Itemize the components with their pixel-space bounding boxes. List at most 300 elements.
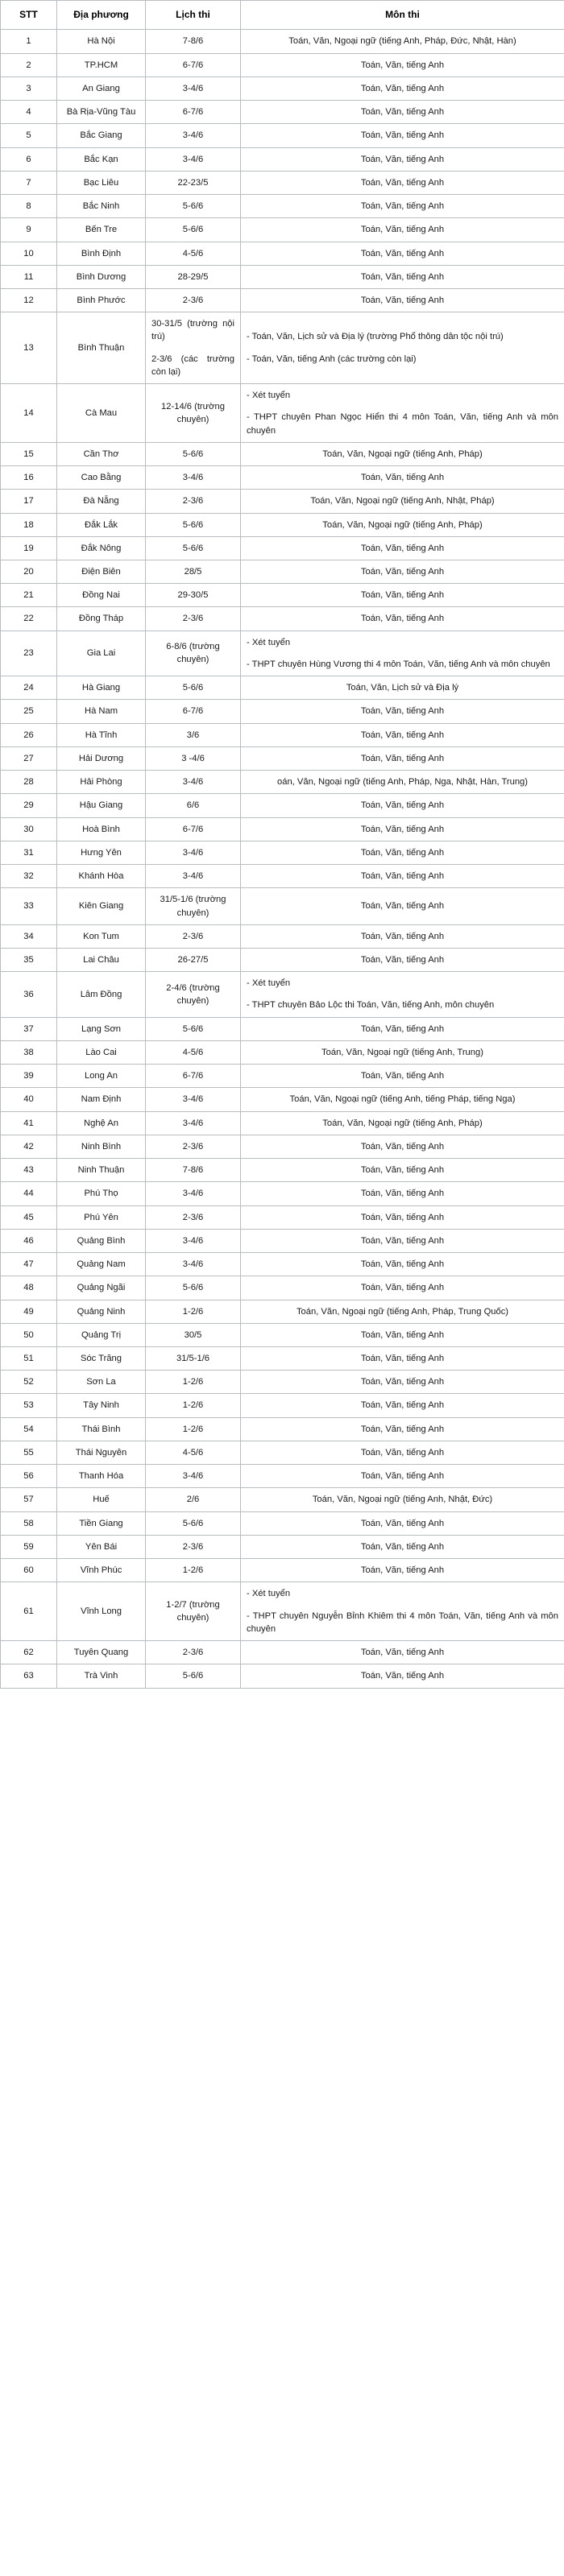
schedule-block: 30-31/5 (trường nội trú): [151, 319, 234, 342]
cell-schedule: 3/6: [146, 723, 241, 746]
subject-block: - Xét tuyển: [247, 637, 291, 647]
cell-locality: Lạng Sơn: [57, 1017, 146, 1040]
table-row: [1, 1417, 564, 1441]
cell-locality: Quảng Ninh: [57, 1300, 146, 1323]
subject-block: - Xét tuyển: [247, 391, 291, 401]
cell-schedule: 5-6/6: [146, 676, 241, 700]
cell-stt: 6: [1, 147, 57, 171]
cell-subjects: Toán, Văn, tiếng Anh: [241, 53, 564, 76]
cell-locality: Kiên Giang: [57, 888, 146, 924]
subject-block: - Toán, Văn, tiếng Anh (các trường còn lại): [247, 354, 417, 364]
cell-stt: 14: [1, 384, 57, 443]
cell-locality: Quảng Ngãi: [57, 1276, 146, 1300]
cell-schedule: 6-7/6: [146, 817, 241, 841]
table-row: [1, 101, 564, 124]
cell-schedule: 6-8/6 (trường chuyên): [146, 631, 241, 676]
cell-schedule: 3-4/6: [146, 1088, 241, 1111]
cell-stt: 46: [1, 1229, 57, 1252]
cell-subjects: Toán, Văn, tiếng Anh: [241, 1182, 564, 1205]
cell-schedule: 29-30/5: [146, 584, 241, 607]
cell-locality: Bà Rịa-Vũng Tàu: [57, 101, 146, 124]
cell-stt: 63: [1, 1664, 57, 1688]
table-row: [1, 1088, 564, 1111]
cell-locality: Nam Định: [57, 1088, 146, 1111]
table-row: [1, 1465, 564, 1488]
cell-locality: Đà Nẵng: [57, 490, 146, 513]
table-row: [1, 288, 564, 312]
cell-schedule: 2-3/6: [146, 1135, 241, 1158]
cell-locality: Ninh Bình: [57, 1135, 146, 1158]
table-row: [1, 1205, 564, 1229]
table-row: [1, 584, 564, 607]
cell-stt: 36: [1, 972, 57, 1017]
cell-stt: 38: [1, 1040, 57, 1064]
table-row: [1, 312, 564, 384]
cell-stt: 9: [1, 218, 57, 242]
cell-schedule: 3-4/6: [146, 1229, 241, 1252]
cell-locality: Bình Thuận: [57, 312, 146, 384]
cell-stt: 52: [1, 1371, 57, 1394]
cell-stt: 50: [1, 1323, 57, 1346]
table-row: [1, 794, 564, 817]
table-row: [1, 746, 564, 770]
cell-subjects: Toán, Văn, tiếng Anh: [241, 794, 564, 817]
table-row: [1, 30, 564, 53]
table-row: [1, 1276, 564, 1300]
cell-subjects: Toán, Văn, tiếng Anh: [241, 1394, 564, 1417]
cell-subjects: Toán, Văn, tiếng Anh: [241, 218, 564, 242]
cell-schedule: 3-4/6: [146, 466, 241, 490]
cell-schedule: 1-2/7 (trường chuyên): [146, 1582, 241, 1641]
cell-locality: Hưng Yên: [57, 841, 146, 864]
cell-schedule: 4-5/6: [146, 1441, 241, 1464]
table-row: [1, 1511, 564, 1535]
cell-locality: Huế: [57, 1488, 146, 1511]
table-row: [1, 195, 564, 218]
cell-schedule: 1-2/6: [146, 1300, 241, 1323]
cell-locality: Bến Tre: [57, 218, 146, 242]
cell-subjects: Toán, Văn, tiếng Anh: [241, 288, 564, 312]
cell-subjects: Toán, Văn, Ngoại ngữ (tiếng Anh, Trung): [241, 1040, 564, 1064]
cell-schedule: 1-2/6: [146, 1417, 241, 1441]
cell-locality: Hậu Giang: [57, 794, 146, 817]
cell-locality: Phú Thọ: [57, 1182, 146, 1205]
cell-stt: 56: [1, 1465, 57, 1488]
cell-stt: 21: [1, 584, 57, 607]
cell-locality: Bình Định: [57, 242, 146, 265]
cell-schedule: 6-7/6: [146, 53, 241, 76]
cell-stt: 43: [1, 1159, 57, 1182]
cell-subjects: Toán, Văn, tiếng Anh: [241, 723, 564, 746]
cell-schedule: 2-3/6: [146, 924, 241, 948]
cell-subjects: Toán, Văn, tiếng Anh: [241, 841, 564, 864]
cell-stt: 55: [1, 1441, 57, 1464]
table-row: [1, 218, 564, 242]
cell-schedule: 3-4/6: [146, 147, 241, 171]
cell-stt: 54: [1, 1417, 57, 1441]
table-row: [1, 442, 564, 465]
cell-subjects: Toán, Văn, tiếng Anh: [241, 1417, 564, 1441]
cell-stt: 53: [1, 1394, 57, 1417]
cell-subjects: Toán, Văn, tiếng Anh: [241, 700, 564, 723]
cell-schedule: 6-7/6: [146, 700, 241, 723]
cell-subjects: Toán, Văn, tiếng Anh: [241, 76, 564, 100]
cell-stt: 3: [1, 76, 57, 100]
cell-schedule: 2-3/6: [146, 1641, 241, 1664]
cell-locality: Cần Thơ: [57, 442, 146, 465]
cell-subjects: Toán, Văn, tiếng Anh: [241, 607, 564, 631]
cell-stt: 29: [1, 794, 57, 817]
table-row: [1, 1040, 564, 1064]
table-row: [1, 771, 564, 794]
cell-subjects: [241, 631, 564, 676]
cell-locality: Bắc Ninh: [57, 195, 146, 218]
cell-schedule: 6-7/6: [146, 1065, 241, 1088]
cell-schedule: 3-4/6: [146, 124, 241, 147]
cell-schedule: 3-4/6: [146, 1182, 241, 1205]
table-row: [1, 1559, 564, 1582]
cell-stt: 59: [1, 1535, 57, 1558]
cell-subjects: Toán, Văn, tiếng Anh: [241, 242, 564, 265]
cell-subjects: Toán, Văn, Ngoại ngữ (tiếng Anh, Pháp, Đức, Nhật, Hàn): [241, 30, 564, 53]
cell-schedule: 5-6/6: [146, 1511, 241, 1535]
column-header-stt: STT: [1, 1, 57, 30]
cell-stt: 17: [1, 490, 57, 513]
subject-block: - THPT chuyên Phan Ngọc Hiển thi 4 môn Toán, Văn, tiếng Anh và môn chuyên: [247, 412, 558, 436]
cell-subjects: Toán, Văn, tiếng Anh: [241, 1159, 564, 1182]
cell-schedule: 3-4/6: [146, 865, 241, 888]
cell-schedule: 3-4/6: [146, 1465, 241, 1488]
cell-subjects: Toán, Văn, tiếng Anh: [241, 584, 564, 607]
table-row: [1, 1159, 564, 1182]
cell-stt: 13: [1, 312, 57, 384]
cell-stt: 33: [1, 888, 57, 924]
cell-schedule: 3-4/6: [146, 771, 241, 794]
table-row: [1, 124, 564, 147]
cell-locality: Đắk Nông: [57, 536, 146, 560]
cell-subjects: Toán, Văn, tiếng Anh: [241, 746, 564, 770]
cell-stt: 18: [1, 513, 57, 536]
table-row: [1, 490, 564, 513]
cell-locality: Thái Nguyên: [57, 1441, 146, 1464]
cell-schedule: 5-6/6: [146, 1017, 241, 1040]
cell-locality: Tuyên Quang: [57, 1641, 146, 1664]
column-header-place: Địa phương: [57, 1, 146, 30]
cell-schedule: 1-2/6: [146, 1394, 241, 1417]
cell-schedule: 4-5/6: [146, 1040, 241, 1064]
cell-locality: Phú Yên: [57, 1205, 146, 1229]
cell-locality: Long An: [57, 1065, 146, 1088]
cell-schedule: 7-8/6: [146, 1159, 241, 1182]
table-row: [1, 841, 564, 864]
cell-subjects: Toán, Văn, tiếng Anh: [241, 1511, 564, 1535]
cell-stt: 62: [1, 1641, 57, 1664]
cell-schedule: 28-29/5: [146, 265, 241, 288]
cell-subjects: Toán, Văn, tiếng Anh: [241, 1346, 564, 1370]
table-row: [1, 1229, 564, 1252]
cell-subjects: Toán, Văn, tiếng Anh: [241, 124, 564, 147]
cell-locality: Gia Lai: [57, 631, 146, 676]
cell-stt: 41: [1, 1111, 57, 1135]
cell-subjects: oán, Văn, Ngoại ngữ (tiếng Anh, Pháp, Nga, Nhật, Hàn, Trung): [241, 771, 564, 794]
cell-locality: Lai Châu: [57, 949, 146, 972]
cell-schedule: 1-2/6: [146, 1559, 241, 1582]
cell-schedule: 1-2/6: [146, 1371, 241, 1394]
cell-stt: 20: [1, 560, 57, 584]
cell-subjects: Toán, Văn, tiếng Anh: [241, 1017, 564, 1040]
cell-schedule: 2/6: [146, 1488, 241, 1511]
column-header-sched: Lịch thi: [146, 1, 241, 30]
cell-stt: 48: [1, 1276, 57, 1300]
cell-schedule: 3-4/6: [146, 76, 241, 100]
cell-locality: Sóc Trăng: [57, 1346, 146, 1370]
table-row: [1, 607, 564, 631]
subject-block: - THPT chuyên Nguyễn Bỉnh Khiêm thi 4 môn Toán, Văn, tiếng Anh và môn chuyên: [247, 1611, 558, 1634]
cell-locality: Yên Bái: [57, 1535, 146, 1558]
cell-subjects: Toán, Văn, Ngoại ngữ (tiếng Anh, Pháp): [241, 513, 564, 536]
cell-stt: 51: [1, 1346, 57, 1370]
table-row: [1, 1135, 564, 1158]
cell-schedule: 2-3/6: [146, 288, 241, 312]
table-row: [1, 1017, 564, 1040]
table-row: [1, 1300, 564, 1323]
table-body: [1, 30, 564, 1688]
cell-subjects: Toán, Văn, tiếng Anh: [241, 924, 564, 948]
cell-locality: Bình Dương: [57, 265, 146, 288]
table-row: [1, 1441, 564, 1464]
cell-stt: 39: [1, 1065, 57, 1088]
cell-locality: Bình Phước: [57, 288, 146, 312]
cell-stt: 22: [1, 607, 57, 631]
table-row: [1, 53, 564, 76]
subject-block: - THPT chuyên Bảo Lộc thi Toán, Văn, tiếng Anh, môn chuyên: [247, 1000, 495, 1011]
cell-schedule: 3-4/6: [146, 1253, 241, 1276]
table-row: [1, 1323, 564, 1346]
cell-locality: Hải Phòng: [57, 771, 146, 794]
cell-stt: 26: [1, 723, 57, 746]
cell-locality: Lào Cai: [57, 1040, 146, 1064]
cell-locality: Hải Dương: [57, 746, 146, 770]
cell-locality: Vĩnh Phúc: [57, 1559, 146, 1582]
table-row: [1, 536, 564, 560]
cell-schedule: 31/5-1/6 (trường chuyên): [146, 888, 241, 924]
cell-stt: 1: [1, 30, 57, 53]
cell-schedule: 5-6/6: [146, 218, 241, 242]
cell-schedule: 4-5/6: [146, 242, 241, 265]
cell-subjects: Toán, Văn, tiếng Anh: [241, 1065, 564, 1088]
cell-schedule: 5-6/6: [146, 536, 241, 560]
table-row: [1, 972, 564, 1017]
cell-locality: Bắc Kạn: [57, 147, 146, 171]
table-row: [1, 1253, 564, 1276]
cell-locality: Khánh Hòa: [57, 865, 146, 888]
cell-locality: Hà Giang: [57, 676, 146, 700]
cell-subjects: Toán, Văn, tiếng Anh: [241, 171, 564, 194]
cell-subjects: Toán, Văn, tiếng Anh: [241, 1276, 564, 1300]
table-row: [1, 631, 564, 676]
cell-subjects: Toán, Văn, tiếng Anh: [241, 1465, 564, 1488]
cell-stt: 2: [1, 53, 57, 76]
cell-locality: Quảng Bình: [57, 1229, 146, 1252]
table-row: [1, 1346, 564, 1370]
cell-subjects: Toán, Văn, Lịch sử và Địa lý: [241, 676, 564, 700]
cell-locality: Đồng Tháp: [57, 607, 146, 631]
cell-stt: 49: [1, 1300, 57, 1323]
cell-schedule: 12-14/6 (trường chuyên): [146, 384, 241, 443]
table-row: [1, 242, 564, 265]
cell-stt: 37: [1, 1017, 57, 1040]
cell-locality: Vĩnh Long: [57, 1582, 146, 1641]
subject-block: - Toán, Văn, Lịch sử và Địa lý (trường Phổ thông dân tộc nội trú): [247, 332, 504, 342]
cell-subjects: Toán, Văn, tiếng Anh: [241, 865, 564, 888]
cell-stt: 58: [1, 1511, 57, 1535]
cell-locality: Sơn La: [57, 1371, 146, 1394]
cell-schedule: 5-6/6: [146, 1664, 241, 1688]
subject-block: - Xét tuyển: [247, 978, 291, 989]
table-row: [1, 676, 564, 700]
cell-subjects: Toán, Văn, tiếng Anh: [241, 888, 564, 924]
cell-locality: Nghệ An: [57, 1111, 146, 1135]
table-row: [1, 1582, 564, 1641]
table-row: [1, 888, 564, 924]
cell-locality: Ninh Thuận: [57, 1159, 146, 1182]
cell-locality: Quảng Trị: [57, 1323, 146, 1346]
cell-stt: 4: [1, 101, 57, 124]
table-row: [1, 513, 564, 536]
schedule-block: 2-3/6 (các trường còn lại): [151, 354, 234, 377]
cell-schedule: [146, 312, 241, 384]
cell-schedule: 2-3/6: [146, 1205, 241, 1229]
cell-stt: 5: [1, 124, 57, 147]
cell-locality: Đồng Nai: [57, 584, 146, 607]
table-row: [1, 700, 564, 723]
table-row: [1, 1641, 564, 1664]
cell-schedule: 31/5-1/6: [146, 1346, 241, 1370]
cell-stt: 40: [1, 1088, 57, 1111]
table-row: [1, 1065, 564, 1088]
cell-locality: Hoà Bình: [57, 817, 146, 841]
table-row: [1, 1111, 564, 1135]
cell-stt: 35: [1, 949, 57, 972]
cell-locality: Hà Nội: [57, 30, 146, 53]
cell-stt: 19: [1, 536, 57, 560]
cell-subjects: Toán, Văn, Ngoại ngữ (tiếng Anh, Pháp, Trung Quốc): [241, 1300, 564, 1323]
table-row: [1, 924, 564, 948]
cell-locality: Bắc Giang: [57, 124, 146, 147]
subject-block: - Xét tuyển: [247, 1589, 291, 1599]
cell-locality: Thanh Hóa: [57, 1465, 146, 1488]
cell-subjects: Toán, Văn, tiếng Anh: [241, 1253, 564, 1276]
table-row: [1, 723, 564, 746]
cell-locality: Quảng Nam: [57, 1253, 146, 1276]
cell-stt: 32: [1, 865, 57, 888]
cell-subjects: Toán, Văn, tiếng Anh: [241, 1535, 564, 1558]
cell-stt: 8: [1, 195, 57, 218]
cell-locality: Tiền Giang: [57, 1511, 146, 1535]
cell-stt: 47: [1, 1253, 57, 1276]
cell-locality: Cà Mau: [57, 384, 146, 443]
table-row: [1, 1535, 564, 1558]
cell-schedule: 3-4/6: [146, 1111, 241, 1135]
cell-subjects: Toán, Văn, tiếng Anh: [241, 466, 564, 490]
cell-subjects: Toán, Văn, tiếng Anh: [241, 1135, 564, 1158]
table-row: [1, 147, 564, 171]
cell-locality: Đắk Lắk: [57, 513, 146, 536]
cell-schedule: 6-7/6: [146, 101, 241, 124]
table-row: [1, 560, 564, 584]
cell-schedule: 22-23/5: [146, 171, 241, 194]
table-row: [1, 949, 564, 972]
cell-stt: 12: [1, 288, 57, 312]
table-row: [1, 265, 564, 288]
cell-locality: Trà Vinh: [57, 1664, 146, 1688]
cell-locality: Tây Ninh: [57, 1394, 146, 1417]
cell-subjects: [241, 312, 564, 384]
cell-locality: Bạc Liêu: [57, 171, 146, 194]
cell-schedule: 2-3/6: [146, 1535, 241, 1558]
cell-subjects: [241, 1582, 564, 1641]
cell-schedule: 6/6: [146, 794, 241, 817]
cell-stt: 34: [1, 924, 57, 948]
cell-subjects: Toán, Văn, Ngoại ngữ (tiếng Anh, Nhật, Pháp): [241, 490, 564, 513]
cell-stt: 23: [1, 631, 57, 676]
cell-subjects: Toán, Văn, tiếng Anh: [241, 1641, 564, 1664]
cell-schedule: 2-4/6 (trường chuyên): [146, 972, 241, 1017]
cell-subjects: Toán, Văn, tiếng Anh: [241, 265, 564, 288]
cell-subjects: Toán, Văn, tiếng Anh: [241, 560, 564, 584]
cell-locality: An Giang: [57, 76, 146, 100]
cell-subjects: Toán, Văn, tiếng Anh: [241, 1371, 564, 1394]
cell-subjects: Toán, Văn, tiếng Anh: [241, 1441, 564, 1464]
cell-stt: 27: [1, 746, 57, 770]
cell-subjects: Toán, Văn, tiếng Anh: [241, 1559, 564, 1582]
cell-schedule: 5-6/6: [146, 442, 241, 465]
column-header-subject: Môn thi: [241, 1, 564, 30]
cell-stt: 42: [1, 1135, 57, 1158]
table-row: [1, 865, 564, 888]
cell-subjects: Toán, Văn, tiếng Anh: [241, 1205, 564, 1229]
cell-subjects: Toán, Văn, tiếng Anh: [241, 195, 564, 218]
table-row: [1, 817, 564, 841]
cell-schedule: 28/5: [146, 560, 241, 584]
table-row: [1, 1371, 564, 1394]
cell-stt: 25: [1, 700, 57, 723]
table-row: [1, 1488, 564, 1511]
cell-stt: 28: [1, 771, 57, 794]
cell-subjects: Toán, Văn, tiếng Anh: [241, 1664, 564, 1688]
table-row: [1, 1664, 564, 1688]
cell-stt: 7: [1, 171, 57, 194]
cell-stt: 16: [1, 466, 57, 490]
cell-subjects: Toán, Văn, Ngoại ngữ (tiếng Anh, Nhật, Đức): [241, 1488, 564, 1511]
table-row: [1, 1394, 564, 1417]
cell-schedule: 5-6/6: [146, 1276, 241, 1300]
cell-locality: Kon Tum: [57, 924, 146, 948]
cell-subjects: Toán, Văn, tiếng Anh: [241, 101, 564, 124]
cell-stt: 57: [1, 1488, 57, 1511]
cell-stt: 10: [1, 242, 57, 265]
table-header: [1, 1, 564, 30]
cell-stt: 44: [1, 1182, 57, 1205]
cell-subjects: Toán, Văn, tiếng Anh: [241, 536, 564, 560]
table-row: [1, 76, 564, 100]
cell-subjects: Toán, Văn, Ngoại ngữ (tiếng Anh, Pháp): [241, 442, 564, 465]
cell-subjects: Toán, Văn, tiếng Anh: [241, 1323, 564, 1346]
cell-subjects: Toán, Văn, Ngoại ngữ (tiếng Anh, Pháp): [241, 1111, 564, 1135]
subject-block: - THPT chuyên Hùng Vương thi 4 môn Toán, Văn, tiếng Anh và môn chuyên: [247, 659, 550, 669]
cell-locality: TP.HCM: [57, 53, 146, 76]
cell-stt: 15: [1, 442, 57, 465]
